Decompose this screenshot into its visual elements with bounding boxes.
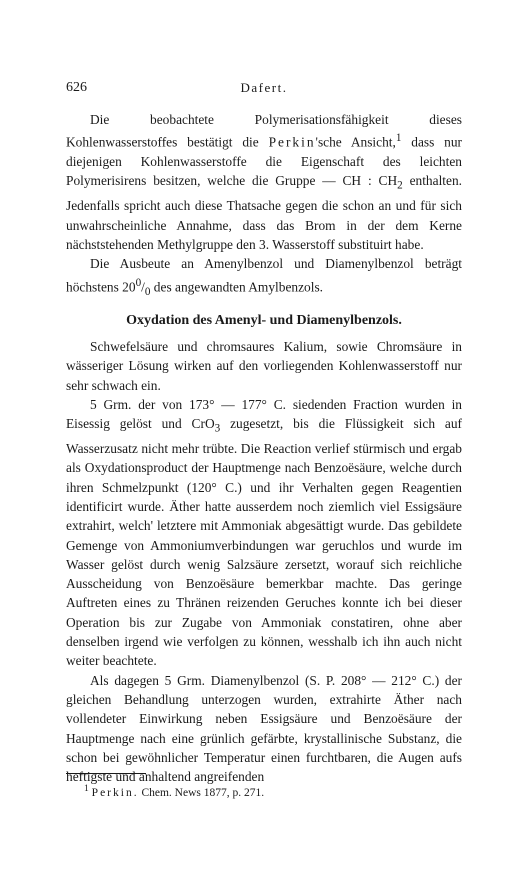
section-heading: Oxydation des Amenyl- und Diamenylbenzols. <box>126 312 402 328</box>
footnote-author: Perkin. <box>91 786 139 799</box>
footnote <box>84 781 462 801</box>
subscript: 2 <box>397 180 403 193</box>
subscript: 3 <box>214 422 221 435</box>
paragraph: 5 Grm. der von 173° — 177° C. siedenden Fraction wurden in Eisessig gelöst und CrO$_3$ zugesetzt, bis die Flüssigkeit sich auf Wasserzusatz nicht mehr trübte. Die Reaction verlief stürmisch und ergab als Oxydationsproduct der Hauptmenge nach Benzoësäure, welche durch ihren Schmelzpunkt (120° C.) und ihr Verhalten gegen Reagentien identificirt wurde. Äther hatte ausserdem noch ziemlich viel Essigsäure extrahirt, welch' letztere mit Ammoniak abgesättigt wurde. Das gebildete Gemenge von Ammoniumverbindungen war geruchlos und wurde im Wasser gelöst durch wenig Salzsäure zersetzt, worauf sich reichliche Ausscheidung von Benzoësäure bemerkbar machte. Das geringe Auftreten eines zu Thränen reizenden Geruches konnte ich bei dieser Operation bis zur Zugabe von Ammoniak constatiren, ohne aber denselben irgend wie verfolgen zu können, wesshalb ich ihn auch nicht weiter beachtete. <box>66 396 462 669</box>
footnote-divider <box>66 773 146 774</box>
paragraph: Die beobachtete Polymerisationsfähigkeit dieses Kohlenwasserstoffes bestätigt die Perkin'sche Ansicht,$^1$ dass nur diejenigen Kohlenwasserstoffe die Eigenschaft des leichten Polymerisirens besitzen, welche die Gruppe — CH : $CH_2$ enthalten. Jedenfalls spricht auch diese Thatsache gegen die schon an und für sich unwahrscheinliche Annahme, dass das Brom in der dem Kerne nächststehenden Methylgruppe den 3. Wasserstoff substituirt habe. <box>66 112 463 252</box>
percent-superscript: 0 <box>135 276 142 289</box>
author-name: Perkin <box>268 134 316 150</box>
main-text <box>66 110 462 786</box>
running-head: Dafert. <box>240 80 288 95</box>
paragraph: Die Ausbeute an Amenylbenzol und Diamenylbenzol beträgt höchstens $20^0/_0$ des angewandten Amylbenzols. <box>66 256 462 298</box>
percent-subscript: 0 <box>144 285 151 298</box>
footnote-citation: Chem. News 1877, p. 271. <box>138 786 265 799</box>
page-number: 626 <box>66 80 87 95</box>
page-header <box>66 80 462 100</box>
footnote-marker: 1 <box>395 132 402 145</box>
footnote-number: 1 <box>84 783 89 794</box>
paragraph: Schwefelsäure und chromsaures Kalium, sowie Chromsäure in wässeriger Lösung wirken auf den vorliegenden Kohlenwasserstoff nur sehr schwach ein. <box>66 338 462 393</box>
paragraph: Als dagegen 5 Grm. Diamenylbenzol (S. P. 208° — 212° C.) der gleichen Behandlung unterzogen wurden, extrahirte Äther nach vollendeter Einwirkung neben Essigsäure und Benzoësäure der Hauptmenge nach eine grünlich gefärbte, krystallinische Substanz, die schon bei gewöhnlicher Temperatur einen furchtbaren, die Augen aufs heftigste und anhaltend angreifenden <box>66 672 462 785</box>
